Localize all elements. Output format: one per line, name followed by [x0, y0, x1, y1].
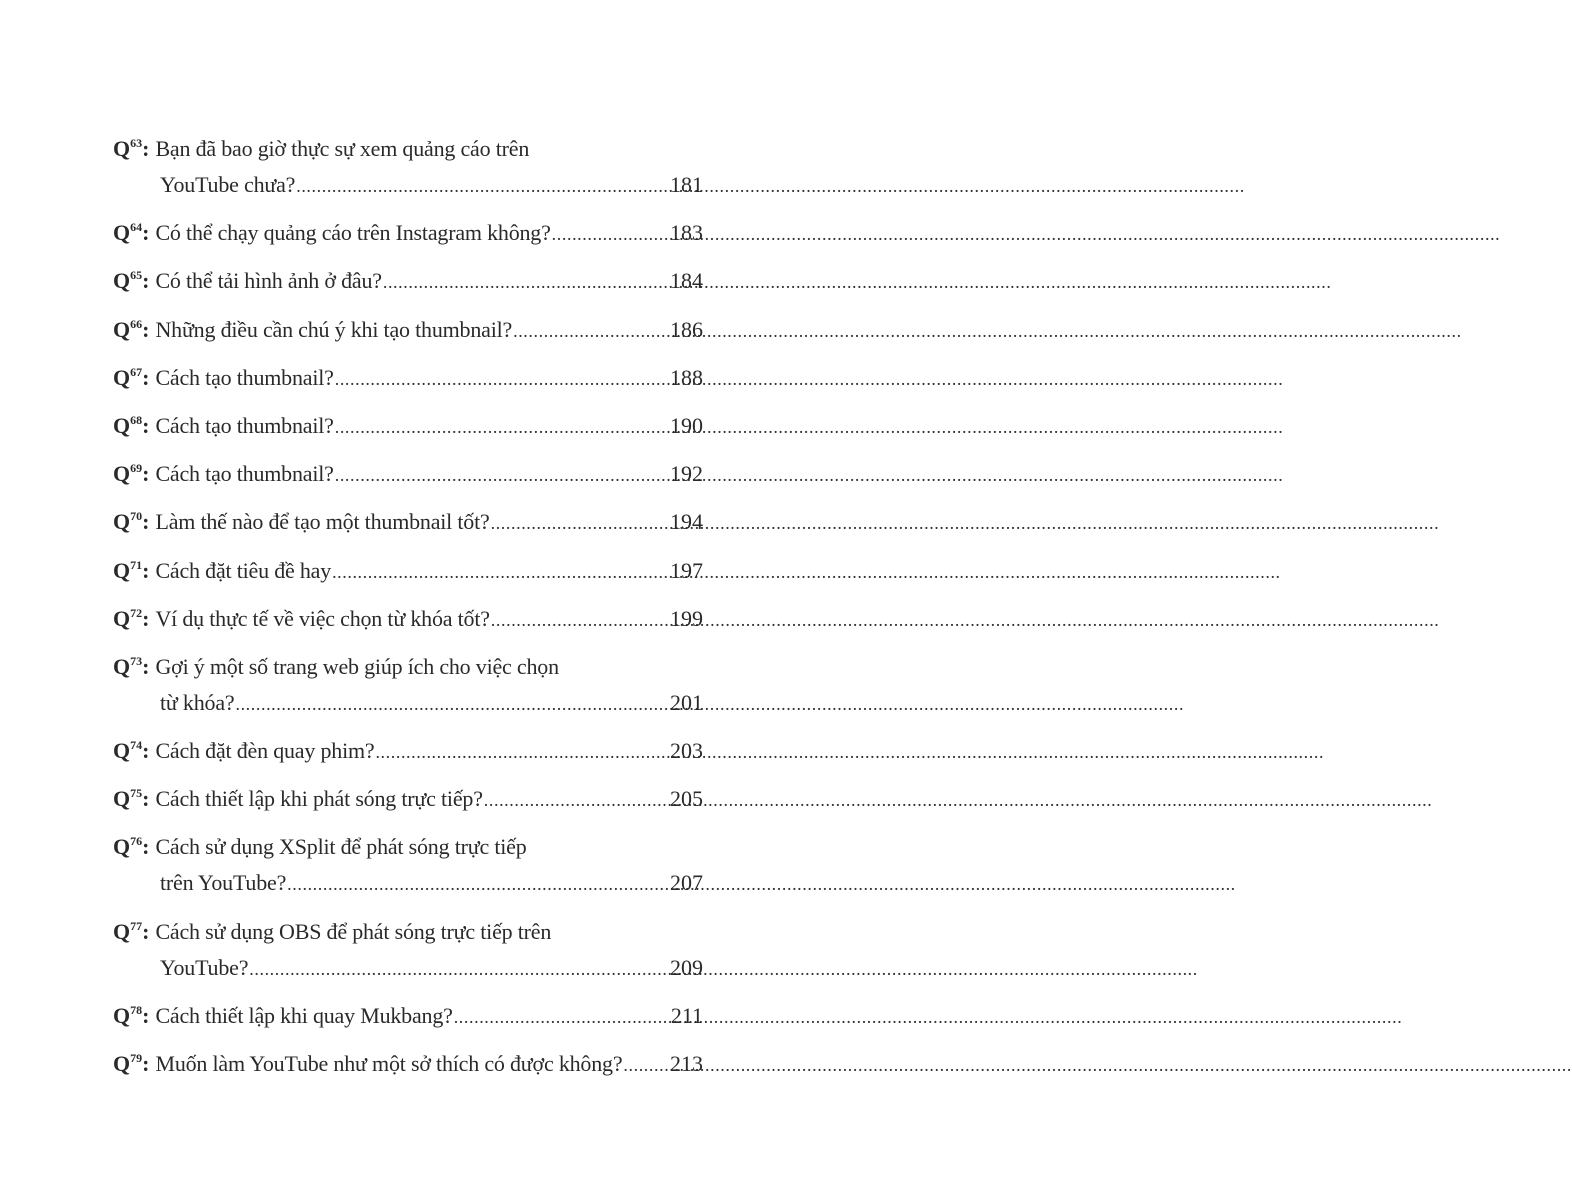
toc-entry-first-line	[113, 456, 703, 493]
toc-entry[interactable]	[113, 408, 703, 445]
dot-leader	[491, 601, 669, 638]
question-prefix: Q	[113, 136, 131, 161]
question-number-superscript: 72	[130, 605, 143, 620]
question-colon: :	[142, 136, 150, 161]
toc-entry-first-line	[113, 1046, 703, 1083]
toc-entry-title: Có thể tải hình ảnh ở đâu?	[155, 268, 382, 294]
question-prefix: Q	[113, 220, 131, 246]
toc-entry[interactable]	[113, 553, 703, 590]
toc-entry[interactable]	[113, 215, 703, 252]
toc-entry-title: Muốn làm YouTube như một sở thích có được không?	[155, 1051, 623, 1076]
question-number	[113, 456, 142, 492]
question-colon: :	[142, 509, 150, 535]
toc-entry[interactable]	[113, 914, 703, 987]
question-number	[113, 360, 142, 396]
question-colon: :	[142, 461, 150, 487]
dot-leader	[335, 360, 669, 397]
question-number	[113, 553, 142, 589]
question-prefix: Q	[113, 557, 131, 583]
question-colon: :	[142, 316, 150, 342]
toc-entry[interactable]	[113, 601, 703, 638]
question-number	[113, 601, 142, 637]
toc-entry[interactable]	[113, 998, 703, 1035]
toc-entry-continuation-line	[113, 167, 703, 204]
question-prefix: Q	[113, 1051, 131, 1076]
question-number-superscript: 76	[130, 834, 143, 849]
toc-entry-continuation-line	[113, 865, 703, 902]
dot-leader	[287, 865, 669, 902]
question-number-superscript: 77	[130, 918, 143, 933]
dot-leader	[335, 456, 669, 493]
toc-entry-first-line	[113, 781, 703, 818]
toc-entry-title: YouTube?	[160, 954, 249, 980]
dot-leader	[513, 312, 669, 349]
page-number: 211	[670, 1002, 703, 1028]
page-number: 201	[670, 689, 703, 715]
toc-entry[interactable]	[113, 131, 703, 204]
question-prefix: Q	[113, 461, 131, 487]
question-number-superscript: 74	[130, 738, 143, 753]
toc-entry-first-line	[113, 733, 703, 770]
page-number: 184	[670, 268, 703, 294]
page-number: 194	[670, 509, 703, 535]
question-prefix: Q	[113, 786, 131, 812]
page-number: 192	[670, 461, 703, 487]
toc-entry-first-line	[113, 408, 703, 445]
page-number: 209	[670, 954, 703, 980]
toc-entry-first-line	[113, 215, 703, 252]
question-number	[113, 215, 142, 251]
toc-entry[interactable]	[113, 360, 703, 397]
question-prefix: Q	[113, 605, 131, 631]
toc-entry-title: Những điều cần chú ý khi tạo thumbnail?	[155, 316, 513, 342]
question-prefix: Q	[113, 509, 131, 535]
dot-leader	[335, 408, 669, 445]
question-number-superscript: 63	[130, 136, 143, 150]
toc-entry-first-line	[113, 829, 703, 865]
page-number: 205	[670, 786, 703, 812]
question-prefix: Q	[113, 834, 131, 860]
toc-entry-first-line	[113, 998, 703, 1035]
question-colon: :	[142, 364, 150, 390]
toc-entry-first-line	[113, 504, 703, 541]
question-number	[113, 733, 142, 769]
toc-entry-title: Bạn đã bao giờ thực sự xem quảng cáo trên	[155, 136, 530, 161]
question-number	[113, 649, 142, 685]
question-colon: :	[142, 220, 150, 246]
toc-entry[interactable]	[113, 456, 703, 493]
question-colon: :	[142, 605, 150, 631]
page-number: 183	[670, 220, 703, 246]
toc-entry[interactable]	[113, 649, 703, 722]
toc-entry-continuation-line	[113, 685, 703, 722]
toc-entry[interactable]	[113, 1046, 703, 1083]
page-number: 181	[670, 172, 703, 197]
toc-entry[interactable]	[113, 263, 703, 300]
question-number-superscript: 68	[130, 412, 143, 427]
page-number: 207	[670, 870, 703, 896]
toc-entry[interactable]	[113, 312, 703, 349]
dot-leader	[623, 1046, 669, 1083]
toc-entry-title: Cách tạo thumbnail?	[155, 461, 334, 487]
dot-leader	[249, 950, 669, 987]
page-number: 188	[670, 364, 703, 390]
dot-leader	[332, 553, 669, 590]
question-number	[113, 781, 142, 817]
toc-entry-first-line	[113, 649, 703, 685]
question-number	[113, 914, 142, 950]
question-number-superscript: 79	[130, 1051, 143, 1065]
question-prefix: Q	[113, 268, 131, 294]
question-prefix: Q	[113, 653, 131, 679]
question-number	[113, 263, 142, 299]
question-prefix: Q	[113, 364, 131, 390]
question-number	[113, 504, 142, 540]
question-colon: :	[142, 918, 150, 944]
dot-leader	[383, 263, 669, 300]
question-number-superscript: 78	[130, 1002, 143, 1017]
toc-entry-continuation-line	[113, 950, 703, 987]
question-number-superscript: 75	[130, 786, 143, 801]
question-colon: :	[142, 1051, 150, 1076]
question-number-superscript: 66	[130, 316, 143, 331]
question-prefix: Q	[113, 412, 131, 438]
page-number: 190	[670, 412, 703, 438]
table-of-contents	[113, 131, 703, 1094]
toc-entry[interactable]	[113, 829, 703, 902]
toc-entry-title: Cách thiết lập khi phát sóng trực tiếp?	[155, 786, 483, 812]
toc-entry-first-line	[113, 914, 703, 950]
question-number-superscript: 64	[130, 220, 143, 235]
question-colon: :	[142, 1002, 150, 1028]
question-number	[113, 131, 142, 167]
question-prefix: Q	[113, 918, 131, 944]
toc-entry-first-line	[113, 131, 703, 167]
toc-entry-title: Làm thế nào để tạo một thumbnail tốt?	[155, 509, 490, 535]
toc-entry-title: Gợi ý một số trang web giúp ích cho việc chọn	[155, 653, 559, 679]
toc-entry-title: từ khóa?	[160, 689, 235, 715]
question-number-superscript: 73	[130, 653, 143, 668]
question-colon: :	[142, 268, 150, 294]
question-colon: :	[142, 786, 150, 812]
toc-entry[interactable]	[113, 733, 703, 770]
question-number-superscript: 65	[130, 268, 143, 283]
question-colon: :	[142, 412, 150, 438]
toc-entry-title: Cách thiết lập khi quay Mukbang?	[155, 1002, 453, 1028]
toc-entry-first-line	[113, 312, 703, 349]
dot-leader	[296, 167, 669, 204]
question-colon: :	[142, 738, 150, 764]
toc-entry-first-line	[113, 601, 703, 638]
dot-leader	[491, 504, 669, 541]
toc-entry[interactable]	[113, 781, 703, 818]
toc-entry-first-line	[113, 360, 703, 397]
page-number: 213	[670, 1051, 703, 1076]
toc-entry-title: Cách đặt tiêu đề hay	[155, 557, 332, 583]
question-number-superscript: 69	[130, 461, 143, 476]
question-number	[113, 312, 142, 348]
dot-leader	[484, 781, 669, 818]
dot-leader	[235, 685, 669, 722]
dot-leader	[454, 998, 670, 1035]
toc-entry-title: trên YouTube?	[160, 870, 287, 896]
page-number: 197	[670, 557, 703, 583]
toc-entry-title: YouTube chưa?	[160, 172, 296, 197]
toc-entry-title: Có thể chạy quảng cáo trên Instagram không?	[155, 220, 551, 246]
question-colon: :	[142, 653, 150, 679]
toc-entry-title: Cách tạo thumbnail?	[155, 364, 334, 390]
question-number	[113, 829, 142, 865]
dot-leader	[552, 215, 669, 252]
question-number	[113, 998, 142, 1034]
dot-leader	[375, 733, 669, 770]
question-colon: :	[142, 834, 150, 860]
question-colon: :	[142, 557, 150, 583]
toc-entry-title: Cách tạo thumbnail?	[155, 412, 334, 438]
toc-entry[interactable]	[113, 504, 703, 541]
question-number	[113, 1046, 142, 1082]
page-number: 199	[670, 605, 703, 631]
question-number-superscript: 71	[130, 557, 143, 572]
toc-entry-first-line	[113, 263, 703, 300]
question-number-superscript: 67	[130, 364, 143, 379]
toc-entry-title: Cách đặt đèn quay phim?	[155, 738, 375, 764]
page-number: 186	[670, 316, 703, 342]
question-number-superscript: 70	[130, 509, 143, 524]
question-prefix: Q	[113, 316, 131, 342]
question-number	[113, 408, 142, 444]
page-number: 203	[670, 738, 703, 764]
toc-entry-first-line	[113, 553, 703, 590]
question-prefix: Q	[113, 1002, 131, 1028]
toc-entry-title: Ví dụ thực tế về việc chọn từ khóa tốt?	[155, 605, 490, 631]
toc-entry-title: Cách sử dụng XSplit để phát sóng trực tiếp	[155, 834, 527, 860]
toc-entry-title: Cách sử dụng OBS để phát sóng trực tiếp trên	[155, 918, 552, 944]
question-prefix: Q	[113, 738, 131, 764]
